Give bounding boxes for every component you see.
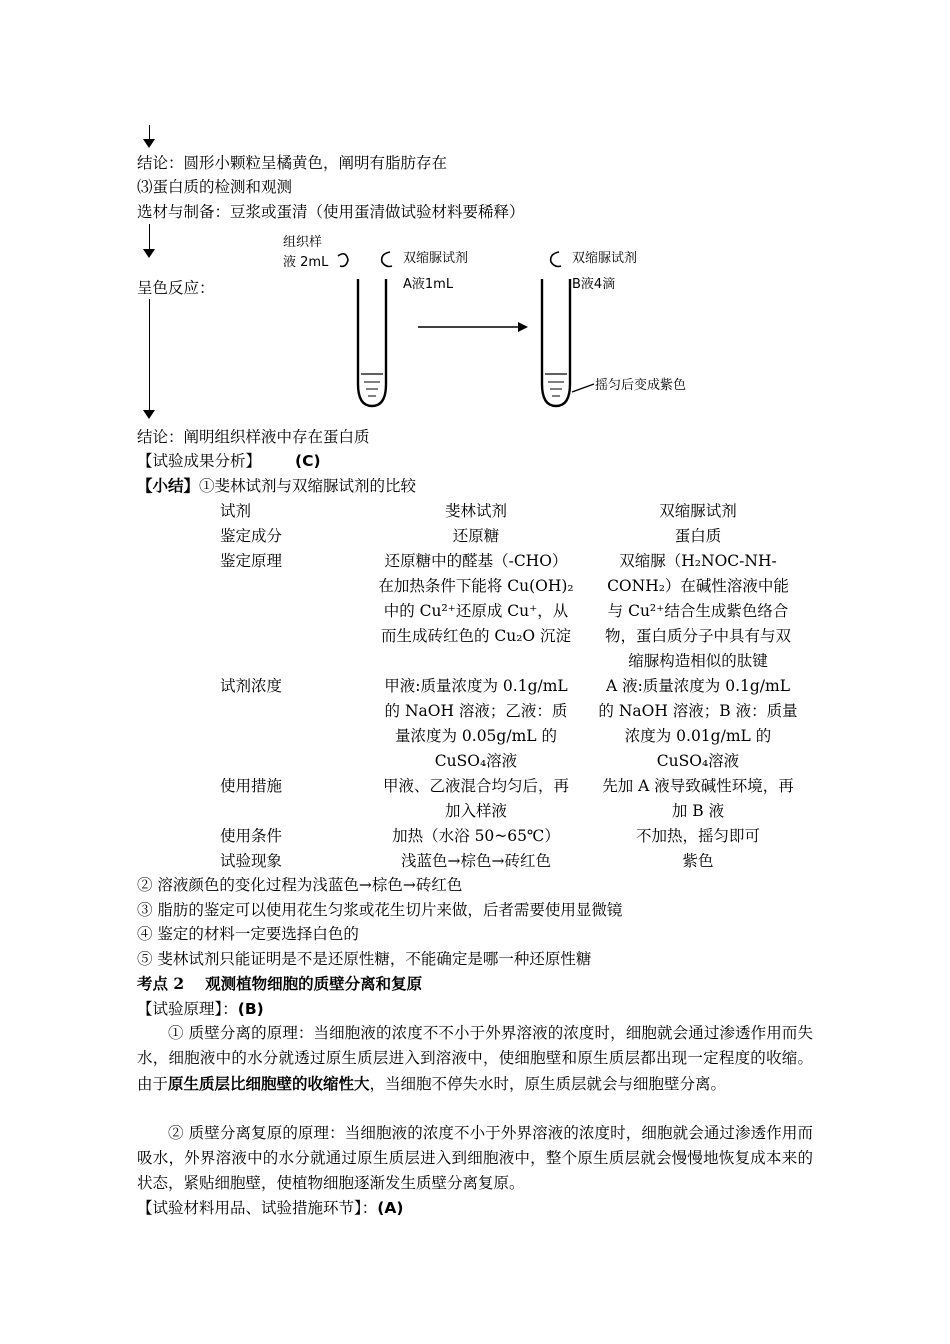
table-cell-biuret: A 液:质量浓度为 0.1g/mL 的 NaOH 溶液；B 液：质量 浓度为 0.01g/mL 的 CuSO₄溶液 [598,677,798,770]
result-pointer [572,384,594,392]
flow-line [149,125,150,139]
table-row-label: 使用措施 [220,777,283,795]
table-row-label: 试剂浓度 [220,677,283,695]
table-cell-fehling: 浅蓝色→棕色→砖红色 [401,852,551,870]
test-tube-b [542,279,570,406]
materials-heading-row [137,1196,403,1220]
flow-line [149,299,150,410]
note-item: ② 溶液颜色的变化过程为浅蓝色→棕色→砖红色 [137,876,463,894]
result-label: 摇匀后变成紫色 [595,378,687,393]
arrow-down-icon [143,139,155,148]
reagent-b-amount: B液4滴 [572,277,616,292]
summary-bracket: 【小结】 [137,476,200,495]
conclusion-protein: 结论：阐明组织样液中存在蛋白质 [137,428,370,446]
table-row-label: 鉴定成分 [220,527,283,545]
table-cell-biuret: 先加 A 液导致碱性环境，再 加 B 液 [602,777,794,820]
reagent-a-name: 双缩脲试剂 [403,251,469,266]
table-cell-fehling: 加热（水浴 50~65℃） [392,827,560,845]
sample-drop-icon [338,254,348,267]
conclusion-fat: 结论：圆形小颗粒呈橘黄色，阐明有脂肪存在 [137,154,448,172]
note-item: ④ 鉴定的材料一定要选择白色的 [137,925,359,943]
table-cell-biuret: 双缩脲（H₂NOC-NH- CONH₂）在碱性溶液中能 与 Cu²⁺结合生成紫色络合 物，蛋白质分子中具有与双 缩脲构造相似的肽键 [604,552,791,670]
flow-line [149,224,150,249]
note-item: ③ 脂肪的鉴定可以使用花生匀浆或花生切片来做，后者需要使用显微镜 [137,901,623,919]
materials-grade: (A) [377,1199,404,1217]
reagent-drop-icon [551,252,561,267]
section2-title: 考点 2 观测植物细胞的质壁分离和复原 [137,974,423,993]
color-reaction-label: 呈色反应： [137,279,215,297]
table-cell-biuret: 蛋白质 [674,527,722,545]
principle-heading-row [137,997,264,1021]
reagent-a-amount: A液1mL [403,277,454,292]
reagent-b-name: 双缩脲试剂 [572,251,638,266]
analysis-grade: (C) [295,452,321,470]
principle-paragraph-1: ① 质壁分离的原理：当细胞液的浓度不不小于外界溶液的浓度时，细胞就会通过渗透作用而失水，细胞液中的水分就透过原生质层进入到溶液中，使细胞壁和原生质层都出现一定程度的收缩。由于原生质层比细胞壁的收缩性大，当细胞不停失水时，原生质层就会与细胞壁分离。 [137,1024,813,1093]
reagent-drop-icon [382,252,392,267]
materials-line: 选材与制备：豆浆或蛋清（使用蛋清做试验材料要稀释） [137,203,525,221]
note-item: ⑤ 斐林试剂只能证明是不是还原性糖，不能确定是哪一种还原性糖 [137,950,592,968]
sample-label-line1: 组织样 [283,235,323,250]
table-cell-biuret: 紫色 [682,852,714,870]
summary-heading-row [137,474,416,498]
table-cell-fehling: 还原糖 [452,527,500,545]
section-protein-title: ⑶蛋白质的检测和观测 [137,178,293,196]
principle-paragraph-2: ② 质壁分离复原的原理：当细胞液的浓度不小于外界溶液的浓度时，细胞就会通过渗透作用而吸水，外界溶液中的水分就通过原生质层进入到细胞液中，整个原生质层就会慢慢地恢复成本来的状态，紧贴细胞壁，使植物细胞逐渐发生质壁分离复原。 [137,1124,813,1192]
principle-grade: (B) [237,1000,264,1018]
table-cell-fehling: 还原糖中的醛基（-CHO） 在加热条件下能将 Cu(OH)₂ 中的 Cu²⁺还原成 Cu⁺，从 而生成砖红色的 Cu₂O 沉淀 [378,552,574,645]
summary-heading: ①斐林试剂与双缩脲试剂的比较 [199,477,417,495]
materials-heading: 【试验材料用品、试验措施环节】： [137,1199,378,1217]
analysis-heading-row [137,449,321,473]
sample-label-line2: 液 2mL [283,255,329,270]
analysis-heading: 【试验成果分析】 [137,452,262,470]
table-row-label: 鉴定原理 [220,552,283,570]
table-row-label: 试验现象 [220,852,283,870]
principle-heading: 【试验原理】： [137,1000,238,1018]
table-cell-fehling: 甲液、乙液混合均匀后，再 加入样液 [382,777,569,820]
table-header-biuret: 双缩脲试剂 [659,502,737,520]
table-cell-biuret: 不加热，摇匀即可 [635,827,760,845]
table-row-label: 使用条件 [220,827,283,845]
table-header-reagent: 试剂 [220,502,252,520]
test-tube-a [358,279,386,406]
arrow-down-icon [143,410,155,419]
arrow-right-icon [518,322,528,332]
arrow-down-icon [143,249,155,258]
table-header-fehling: 斐林试剂 [444,502,507,520]
table-cell-fehling: 甲液:质量浓度为 0.1g/mL 的 NaOH 溶液；乙液：质 量浓度为 0.05g/mL 的 CuSO₄溶液 [384,677,568,770]
biuret-test-diagram [280,224,720,414]
